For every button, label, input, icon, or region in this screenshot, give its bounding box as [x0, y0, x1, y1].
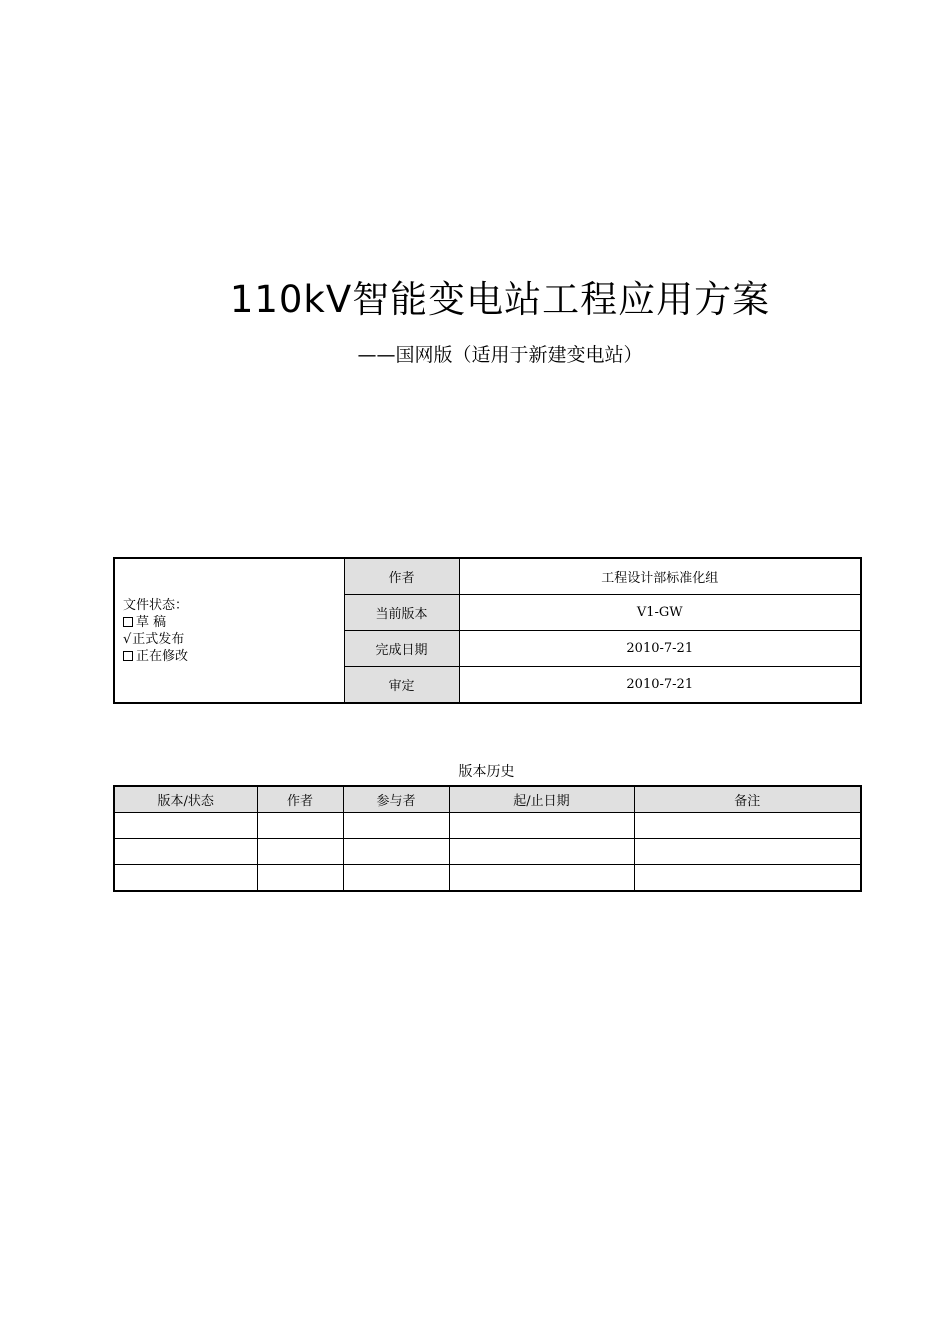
info-label: 当前版本 — [344, 595, 459, 631]
document-subtitle: ——国网版（适用于新建变电站） — [357, 344, 643, 366]
history-cell — [634, 839, 861, 865]
history-row — [114, 813, 861, 839]
history-cell — [343, 865, 449, 892]
history-column-header: 备注 — [634, 786, 861, 813]
document-title: 110kV智能变电站工程应用方案 — [229, 278, 771, 321]
history-cell — [634, 813, 861, 839]
unchecked-box-icon — [123, 617, 133, 627]
history-row — [114, 839, 861, 865]
info-label: 完成日期 — [344, 631, 459, 667]
history-cell — [343, 813, 449, 839]
history-column-header: 参与者 — [343, 786, 449, 813]
document-info-table — [113, 557, 862, 704]
history-cell — [114, 813, 257, 839]
history-cell — [634, 865, 861, 892]
document-status-cell — [114, 558, 344, 703]
version-history-caption: 版本历史 — [458, 764, 515, 780]
status-option-released — [123, 631, 344, 648]
history-cell — [343, 839, 449, 865]
info-label: 作者 — [344, 558, 459, 595]
info-value: 2010-7-21 — [459, 667, 861, 704]
unchecked-box-icon — [123, 651, 133, 661]
info-value: V1-GW — [459, 595, 861, 631]
history-column-header: 作者 — [257, 786, 343, 813]
history-cell — [257, 865, 343, 892]
history-header-row — [114, 786, 861, 813]
info-value: 2010-7-21 — [459, 631, 861, 667]
status-heading: 文件状态： — [123, 597, 189, 613]
history-cell — [449, 813, 634, 839]
history-cell — [449, 865, 634, 892]
history-cell — [114, 839, 257, 865]
history-cell — [114, 865, 257, 892]
version-history-table — [113, 785, 862, 892]
history-column-header: 版本/状态 — [114, 786, 257, 813]
status-option-label: 正在修改 — [136, 648, 189, 664]
history-cell — [257, 839, 343, 865]
info-value: 工程设计部标准化组 — [459, 558, 861, 595]
info-row-author — [114, 558, 861, 595]
status-option-draft — [123, 614, 344, 631]
history-row — [114, 865, 861, 892]
status-option-modifying — [123, 648, 344, 665]
history-cell — [449, 839, 634, 865]
history-column-header: 起/止日期 — [449, 786, 634, 813]
status-option-label: 正式发布 — [132, 631, 185, 647]
check-mark-icon: √ — [123, 631, 132, 647]
info-label: 审定 — [344, 667, 459, 704]
history-cell — [257, 813, 343, 839]
status-option-label: 草 稿 — [136, 614, 167, 630]
